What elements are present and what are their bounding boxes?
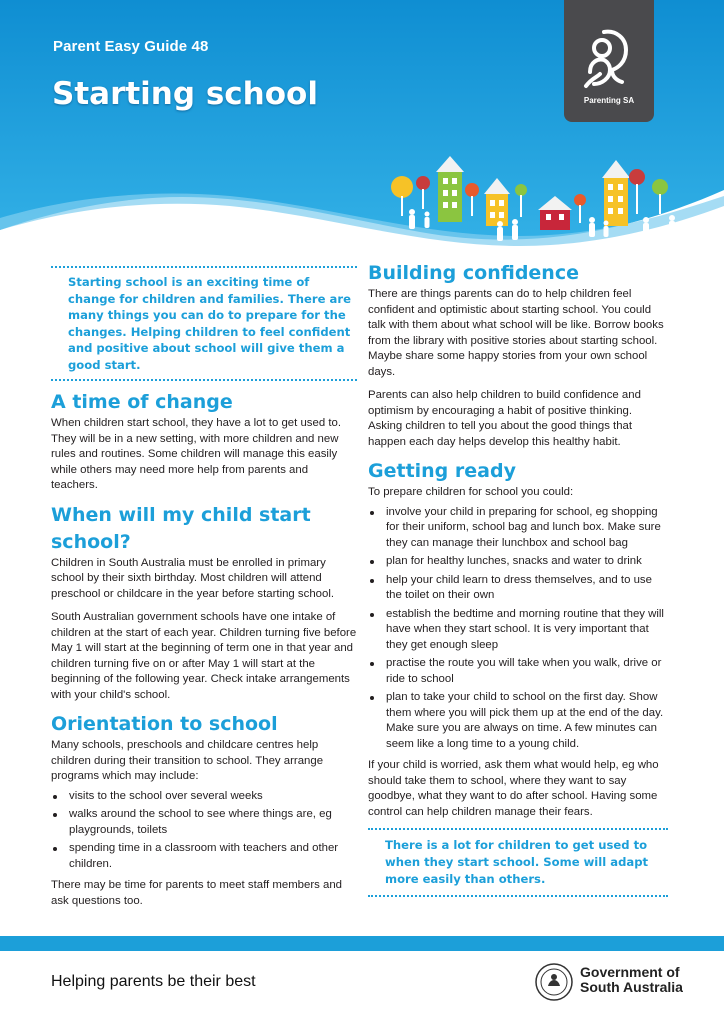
state-crest-icon bbox=[534, 962, 574, 1002]
left-column bbox=[51, 266, 357, 917]
paragraph: If your child is worried, ask them what would help, eg who should take them to school, where they want to say goodbye, what they want to do after school. Having some control can help children manage their fears. bbox=[368, 759, 659, 818]
govt-line-2: South Australia bbox=[580, 979, 683, 995]
paragraph: There are things parents can do to help children feel confident and optimistic about starting school. You could talk with them about what school will be like. Borrow books from the library with positive stories about starting school. Maybe share some happy stories from your own school days. bbox=[368, 288, 664, 378]
section-heading-building-confidence: Building confidence bbox=[368, 262, 579, 284]
section-heading-orientation: Orientation to school bbox=[51, 713, 278, 735]
list-item: plan to take your child to school on the first day. Show them where you will pick them up at the end of the day. Make sure you are always on time. A few minutes can seem like a long time to a young child. bbox=[368, 690, 668, 752]
logo-label: Parenting SA bbox=[583, 96, 635, 105]
parent-child-icon bbox=[582, 28, 636, 90]
paragraph: To prepare children for school you could: bbox=[368, 486, 574, 498]
list-item: involve your child in preparing for school, eg shopping for their uniform, school bag and lunch box. Make sure they can manage their lunchbox and school bag bbox=[368, 505, 668, 552]
list-item: plan for healthy lunches, snacks and water to drink bbox=[368, 554, 668, 570]
header-banner bbox=[0, 0, 724, 250]
paragraph: Children in South Australia must be enrolled in primary school by their sixth birthday. Most children will attend preschool or childcare in the year before starting school. bbox=[51, 556, 335, 600]
govt-line-1: Government of bbox=[580, 964, 680, 980]
list-item: practise the route you will take when you walk, drive or ride to school bbox=[368, 656, 668, 687]
callout-text: There is a lot for children to get used to when they start school. Some will adapt more easily than others. bbox=[385, 838, 649, 886]
section-heading-time-of-change: A time of change bbox=[51, 391, 233, 413]
parenting-sa-logo bbox=[564, 0, 654, 122]
right-column bbox=[368, 262, 668, 897]
section-heading-getting-ready: Getting ready bbox=[368, 460, 516, 482]
divider bbox=[368, 895, 668, 897]
list-item: help your child learn to dress themselves, and to use the toilet on their own bbox=[368, 573, 668, 604]
section-heading-when-start: When will my child start school? bbox=[51, 503, 311, 553]
footer-bar bbox=[0, 936, 724, 951]
getting-ready-list bbox=[368, 505, 668, 753]
guide-number: Parent Easy Guide 48 bbox=[53, 38, 209, 55]
divider bbox=[368, 828, 668, 830]
list-item: establish the bedtime and morning routine that they will have when they start school. It is very important that they get enough sleep bbox=[368, 607, 668, 654]
paragraph: Many schools, preschools and childcare centres help children during their transition to school. They arrange programs which may include: bbox=[51, 739, 324, 782]
paragraph: Parents can also help children to build confidence and optimism by encouraging a habit of positive thinking. Asking children to tell you about the good things that happen each day helps develop this healthy habit. bbox=[368, 389, 641, 448]
intro-text: Starting school is an exciting time of change for children and families. There are many things you can do to prepare for the changes. Helping children to feel confident and positive about school will give them a good start. bbox=[68, 275, 351, 372]
list-item: visits to the school over several weeks bbox=[51, 789, 357, 805]
divider bbox=[51, 379, 357, 381]
paragraph: When children start school, they have a lot to get used to. They will be in a new setting, with more children and new rules and routines. Some children will manage this easily while others may need more help from parents and teachers. bbox=[51, 417, 341, 491]
paragraph: South Australian government schools have one intake of children at the start of each year. Children turning five before May 1 will start at the beginning of term one in that year and children turning five on or after May 1 will start at the beginning of the following year. Check intake arrangements with your child's school. bbox=[51, 611, 357, 701]
footer-tagline: Helping parents be their best bbox=[51, 973, 256, 990]
page-title: Starting school bbox=[52, 76, 318, 112]
list-item: spending time in a classroom with teachers and other children. bbox=[51, 841, 357, 872]
list-item: walks around the school to see where things are, eg playgrounds, toilets bbox=[51, 807, 357, 838]
divider bbox=[51, 266, 357, 268]
orientation-list bbox=[51, 789, 357, 873]
paragraph: There may be time for parents to meet staff members and ask questions too. bbox=[51, 879, 343, 907]
government-text bbox=[580, 965, 683, 995]
government-logo bbox=[534, 962, 694, 1002]
